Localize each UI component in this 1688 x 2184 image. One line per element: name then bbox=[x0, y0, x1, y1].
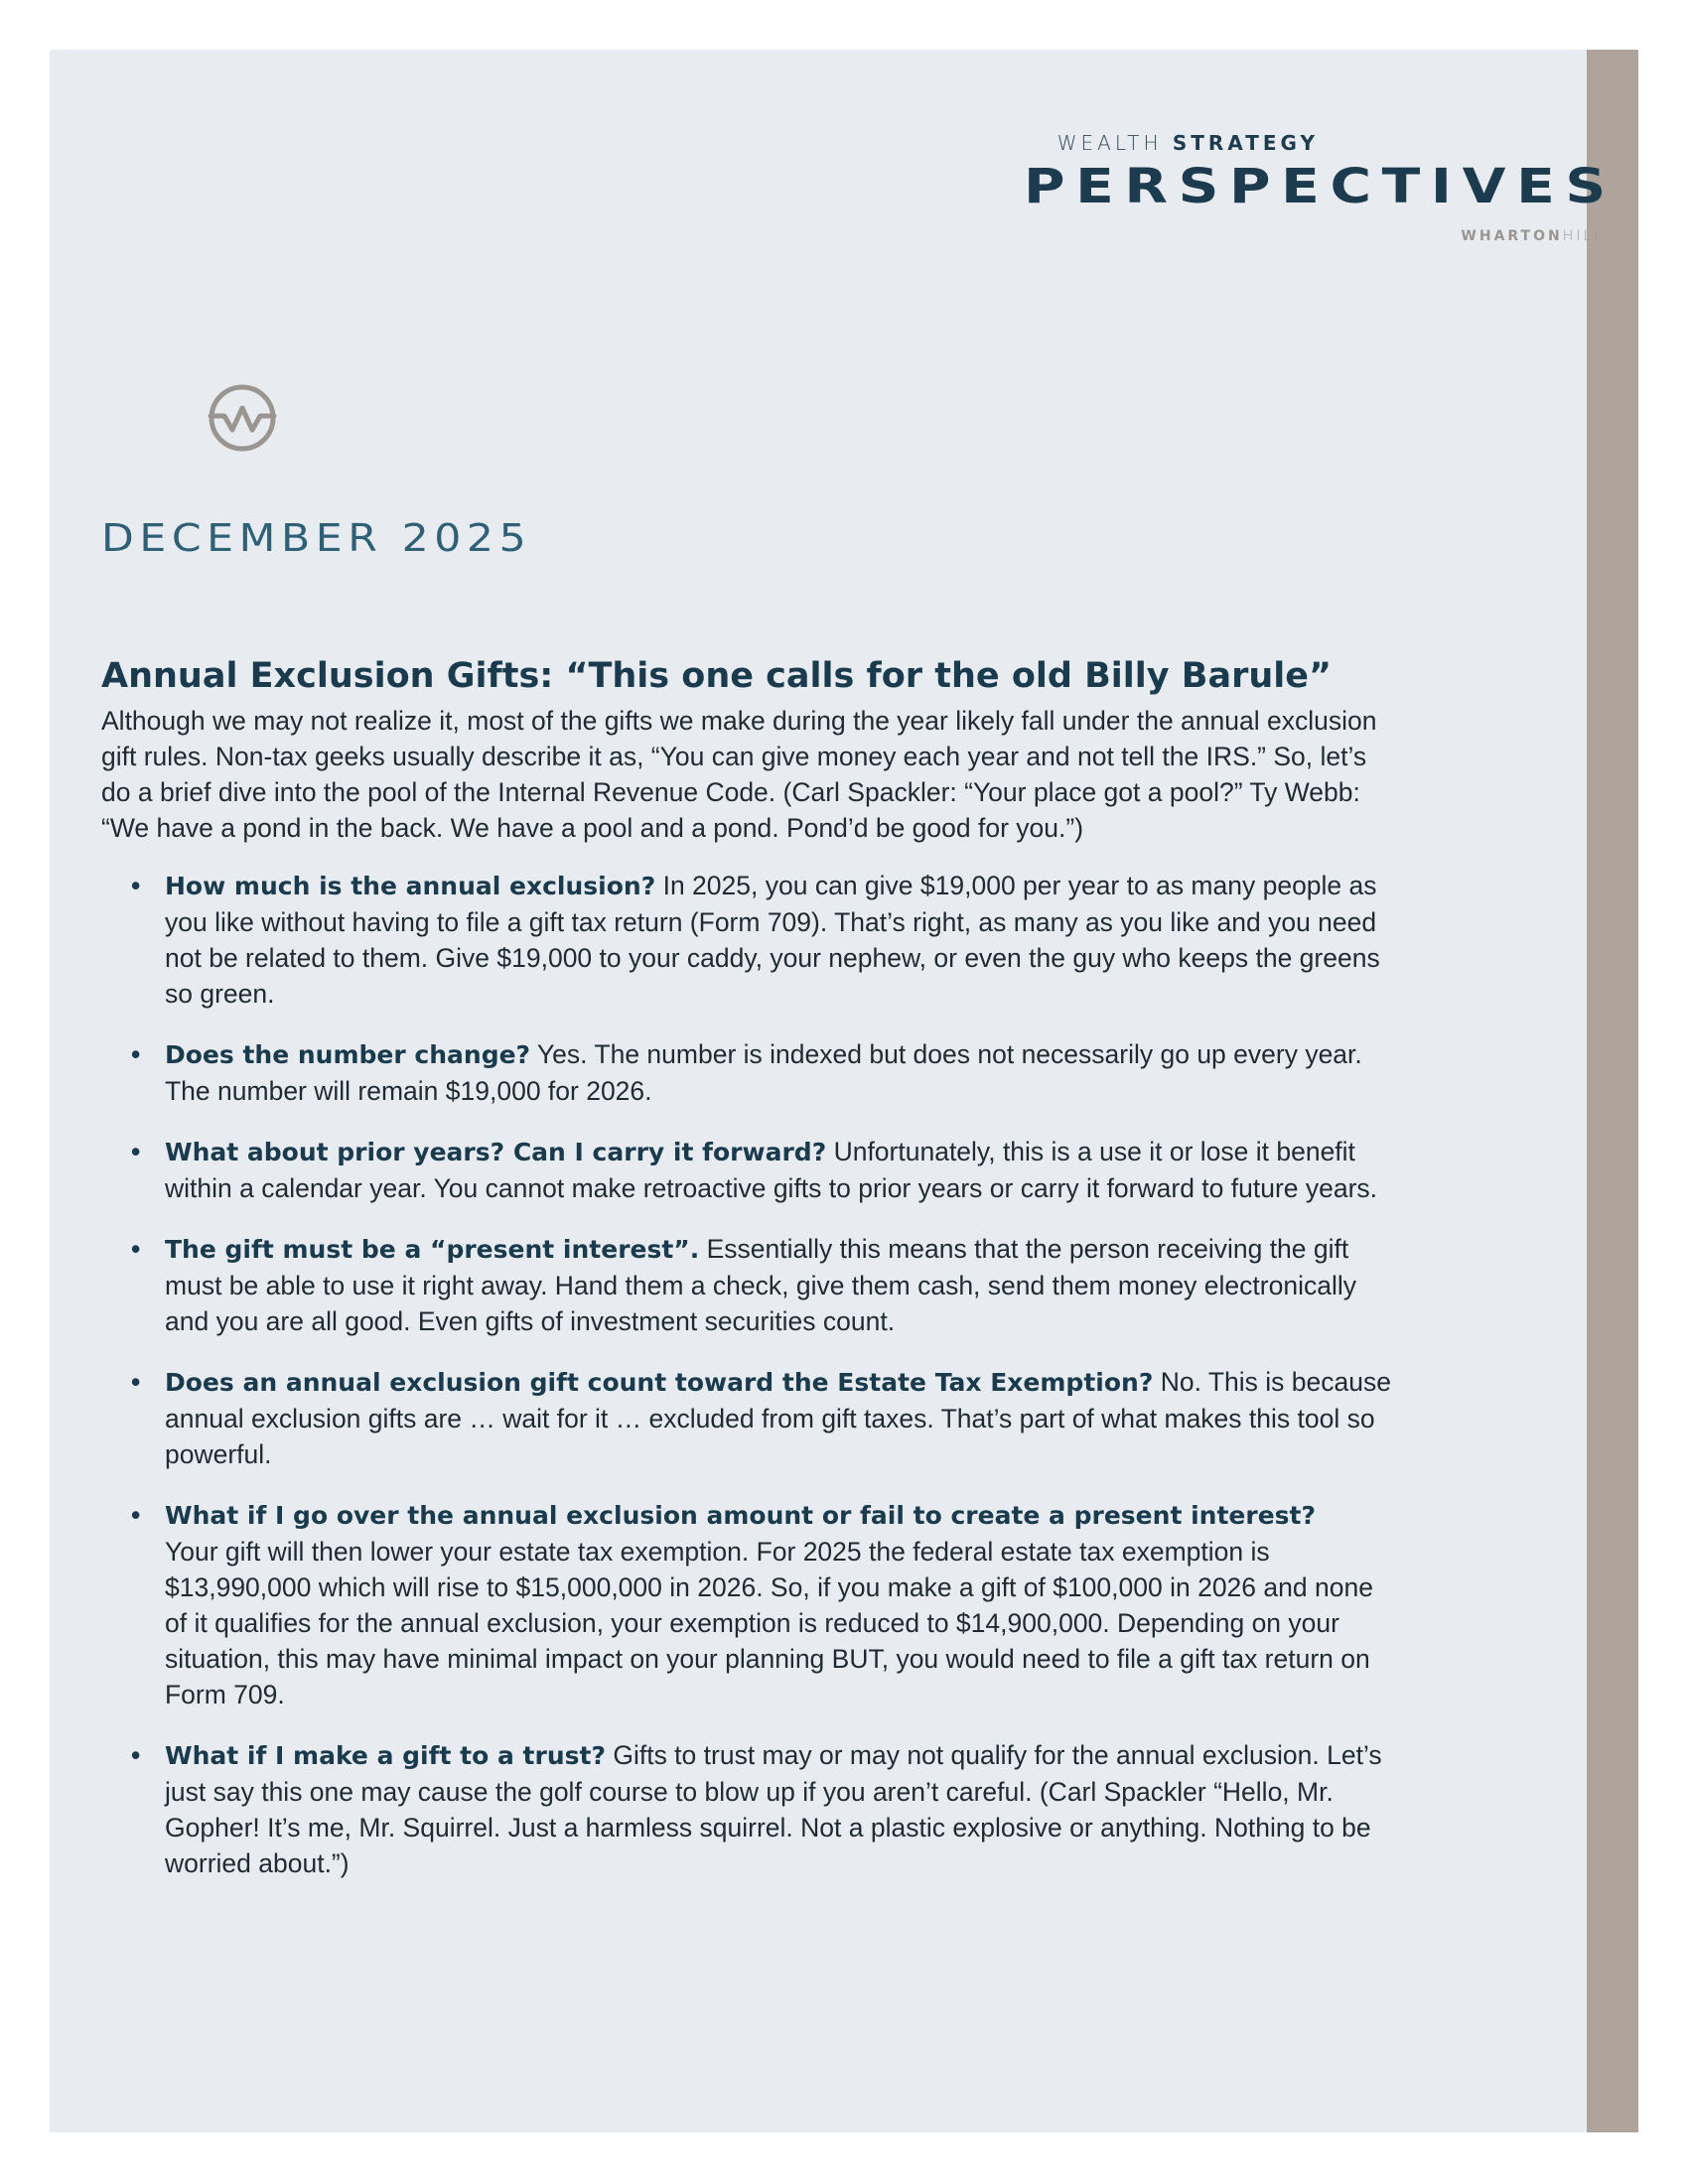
point-lead: What if I make a gift to a trust? bbox=[165, 1741, 606, 1770]
article bbox=[101, 655, 1392, 1906]
masthead-tagline-light: WEALTH bbox=[1056, 131, 1163, 155]
point-body: No. This is because annual exclusion gifts are … wait for it … excluded from gift taxes. That’s part of what makes this tool so powerful. bbox=[165, 1367, 1391, 1469]
point-body: In 2025, you can give $19,000 per year to as many people as you like without having to file a gift tax return (Form 709). That’s right, as many as you like and you need not be related to them. Give $19,000 to your caddy, your nephew, or even the guy who keeps the greens so green. bbox=[165, 871, 1380, 1009]
list-item bbox=[101, 1497, 1392, 1712]
list-item bbox=[101, 1231, 1392, 1339]
article-intro: Although we may not realize it, most of the gifts we make during the year likely fall under the annual exclusion gift rules. Non-tax geeks usually describe it as, “You can give money each year and not tell the IRS.” So, let’s do a brief dive into the pool of the Internal Revenue Code. (Carl Spackler: “Your place got a pool?” Ty Webb: “We have a pond in the back. We have a pool and a pond. Pond’d be good for you.”) bbox=[101, 706, 1377, 843]
masthead-tagline-bold: STRATEGY bbox=[1172, 131, 1319, 155]
bullet-icon: • bbox=[131, 1740, 141, 1770]
point-lead: Does an annual exclusion gift count toward the Estate Tax Exemption? bbox=[165, 1368, 1154, 1397]
wharton-hill-w-logo-icon bbox=[207, 382, 278, 454]
bullet-icon: • bbox=[131, 1039, 141, 1069]
bullet-icon: • bbox=[131, 1500, 141, 1530]
bullet-icon: • bbox=[131, 1137, 141, 1166]
masthead-tagline bbox=[1057, 131, 1319, 155]
list-item bbox=[101, 1036, 1392, 1109]
bullet-icon: • bbox=[131, 1367, 141, 1397]
bullet-icon: • bbox=[131, 1234, 141, 1264]
point-lead: How much is the annual exclusion? bbox=[165, 872, 656, 900]
list-item bbox=[101, 1737, 1392, 1881]
key-points-list bbox=[101, 868, 1392, 1881]
bullet-icon: • bbox=[131, 871, 141, 900]
point-body: Essentially this means that the person receiving the gift must be able to use it right away. Hand them a check, give them cash, send them money electronically and you are all good. Even gifts of investment securities count. bbox=[165, 1234, 1356, 1336]
masthead-brand-light: HILL bbox=[1562, 228, 1605, 244]
point-body: Yes. The number is indexed but does not necessarily go up every year. The number will remain $19,000 for 2026. bbox=[165, 1039, 1362, 1106]
point-body: Your gift will then lower your estate tax exemption. For 2025 the federal estate tax exemption is $13,990,000 which will rise to $15,000,000 in 2026. So, if you make a gift of $100,000 in 2026 and none of it qualifies for the annual exclusion, your exemption is reduced to $14,900,000. Depending on your situation, this may have minimal impact on your planning BUT, you would need to file a gift tax return on Form 709. bbox=[165, 1537, 1373, 1709]
point-lead: What if I go over the annual exclusion amount or fail to create a present interest? bbox=[165, 1501, 1316, 1530]
list-item bbox=[101, 1134, 1392, 1206]
masthead-brand bbox=[1461, 228, 1605, 244]
point-lead: What about prior years? Can I carry it forward? bbox=[165, 1138, 827, 1166]
masthead-title: PERSPECTIVES bbox=[1024, 159, 1617, 214]
list-item bbox=[101, 868, 1392, 1012]
right-sidebar-stripe bbox=[1587, 50, 1638, 2132]
point-lead: The gift must be a “present interest”. bbox=[165, 1235, 700, 1264]
issue-date: DECEMBER 2025 bbox=[101, 516, 532, 560]
point-lead: Does the number change? bbox=[165, 1040, 531, 1069]
point-body: Unfortunately, this is a use it or lose it benefit within a calendar year. You cannot make retroactive gifts to prior years or carry it forward to future years. bbox=[165, 1137, 1378, 1203]
masthead-brand-bold: WHARTON bbox=[1461, 228, 1563, 244]
list-item bbox=[101, 1364, 1392, 1472]
point-body: Gifts to trust may or may not qualify for the annual exclusion. Let’s just say this one may cause the golf course to blow up if you aren’t careful. (Carl Spackler “Hello, Mr. Gopher! It’s me, Mr. Squirrel. Just a harmless squirrel. Not a plastic explosive or anything. Nothing to be worried about.”) bbox=[165, 1740, 1382, 1878]
article-headline: Annual Exclusion Gifts: “This one calls for the old Billy Barule” bbox=[101, 656, 1332, 696]
